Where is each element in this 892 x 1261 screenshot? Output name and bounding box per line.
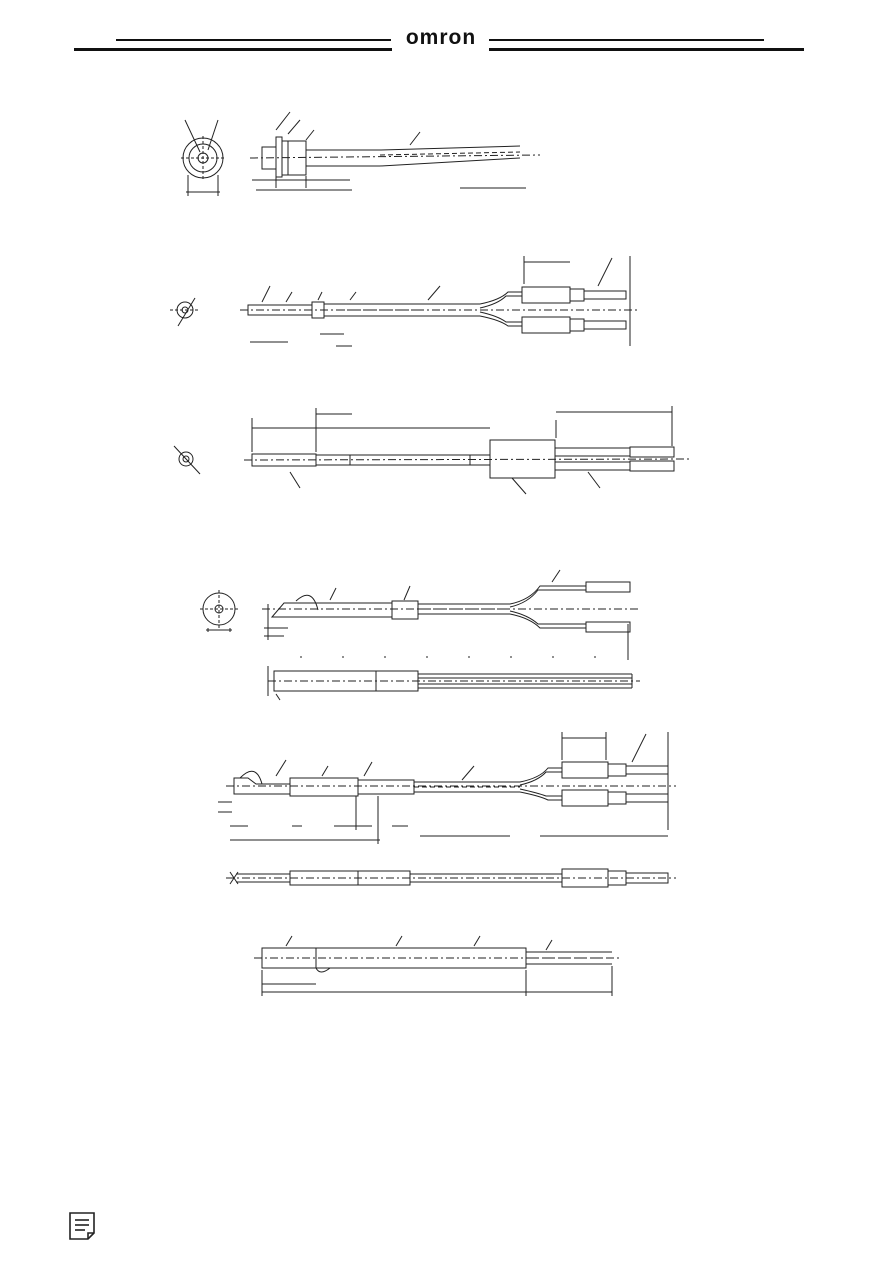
drawing-angled-tip-fiber bbox=[200, 570, 640, 700]
brand-logo: omron bbox=[405, 26, 477, 49]
drawing-angled-connector-fiber bbox=[218, 732, 676, 887]
drawing-straight-probe bbox=[254, 936, 620, 996]
drawing-threaded-head bbox=[181, 112, 540, 196]
drawing-block-fiber bbox=[174, 406, 690, 494]
drawing-split-fiber bbox=[170, 256, 640, 346]
document-notes-icon bbox=[68, 1211, 96, 1241]
